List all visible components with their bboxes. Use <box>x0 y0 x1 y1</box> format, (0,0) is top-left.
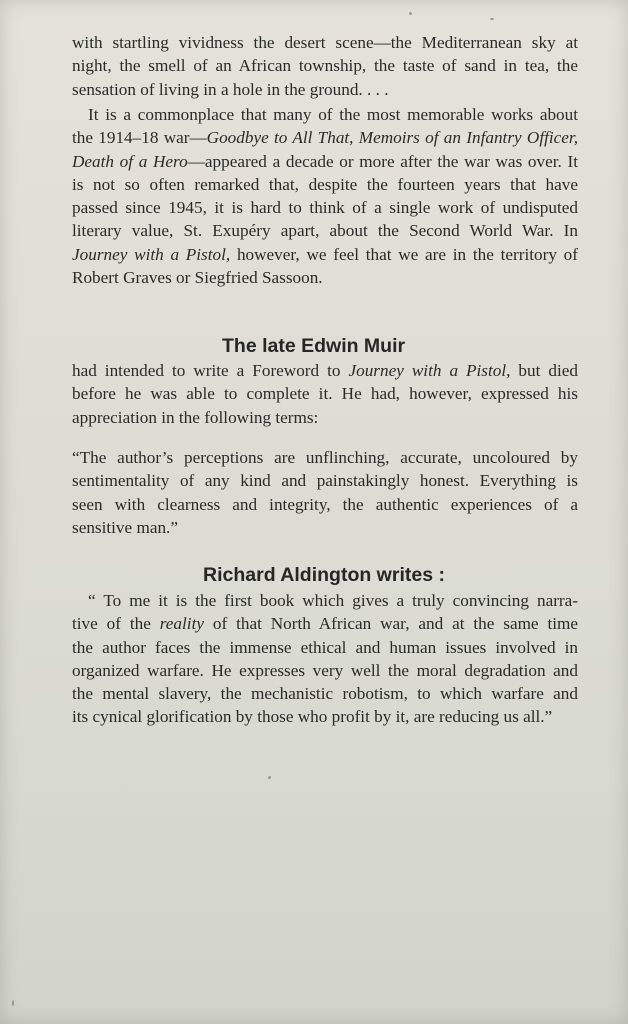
paper-speck <box>490 18 494 20</box>
book-title-italic: Journey with a Pistol, <box>72 244 231 264</box>
text-line: sentimentality of any kind and painstakingly honest. Everything is <box>72 471 578 491</box>
text-line: is not so often remarked that, despite the fourteen years that have <box>72 174 578 194</box>
muir-quote <box>72 446 578 539</box>
aldington-quote <box>72 589 578 729</box>
text-line: sensation of living in a hole in the ground. . . . <box>72 79 389 99</box>
text-line: the author faces the immense ethical and human issues involved in <box>72 637 578 657</box>
paper-speck <box>409 12 412 15</box>
text-line: literary value, St. Exupéry apart, about the Second World War. In <box>72 221 578 241</box>
paper-speck <box>268 776 271 779</box>
book-title-italic: Death of a Hero <box>72 151 188 171</box>
book-title-italic: Journey with a Pistol <box>348 361 507 380</box>
text-fragment: the 1914–18 war— <box>72 128 207 148</box>
text-line: its cynical glorification by those who profit by it, are reducing us all.” <box>72 707 553 727</box>
text-fragment: however, we feel that we are in the territory of <box>230 244 579 264</box>
text-line: before he was able to complete it. He had, however, expressed his <box>72 384 578 404</box>
muir-intro-paragraph <box>72 359 578 429</box>
book-titles-italic: Goodbye to All That, Memoirs of an Infantry Officer, <box>206 128 578 148</box>
paper-speck <box>12 1000 14 1006</box>
text-line: appreciation in the following terms: <box>72 407 319 427</box>
text-fragment: of that North African war, and at the same time <box>203 614 578 634</box>
text-line: the mental slavery, the mechanistic robotism, to which warfare and <box>72 684 578 704</box>
text-fragment: tive of the <box>72 614 160 634</box>
text-line: “The author’s perceptions are unflinching, accurate, uncoloured by <box>72 448 578 467</box>
text-fragment: —appeared a decade or more after the war was over. It <box>187 151 578 171</box>
opening-paragraph <box>72 31 578 101</box>
text-line: sensitive man.” <box>72 517 178 537</box>
text-line: seen with clearness and integrity, the authentic experiences of a <box>72 494 578 514</box>
text-line <box>72 126 578 149</box>
text-line: It is a commonplace that many of the most memorable works about <box>88 105 578 124</box>
text-fragment: , but died <box>506 361 578 380</box>
text-line: organized warfare. He expresses very well the moral degradation and <box>72 660 578 680</box>
heading-edwin-muir: The late Edwin Muir <box>222 335 406 357</box>
text-line <box>72 359 578 382</box>
text-line: night, the smell of an African township, the taste of sand in tea, the <box>72 56 578 76</box>
text-line <box>72 150 578 173</box>
emphasis-italic: reality <box>159 614 204 634</box>
text-line: “ To me it is the first book which gives a truly convincing narra- <box>88 591 578 610</box>
text-line: Robert Graves or Siegfried Sassoon. <box>72 268 323 288</box>
text-line <box>72 243 578 266</box>
commonplace-paragraph <box>72 103 578 289</box>
text-line: with startling vividness the desert scene—the Mediterranean sky at <box>72 33 578 52</box>
text-line: passed since 1945, it is hard to think of a single work of undisputed <box>72 198 578 218</box>
heading-richard-aldington: Richard Aldington writes : <box>203 564 445 586</box>
text-line <box>72 612 578 635</box>
text-fragment: had intended to write a Foreword to <box>72 361 349 380</box>
